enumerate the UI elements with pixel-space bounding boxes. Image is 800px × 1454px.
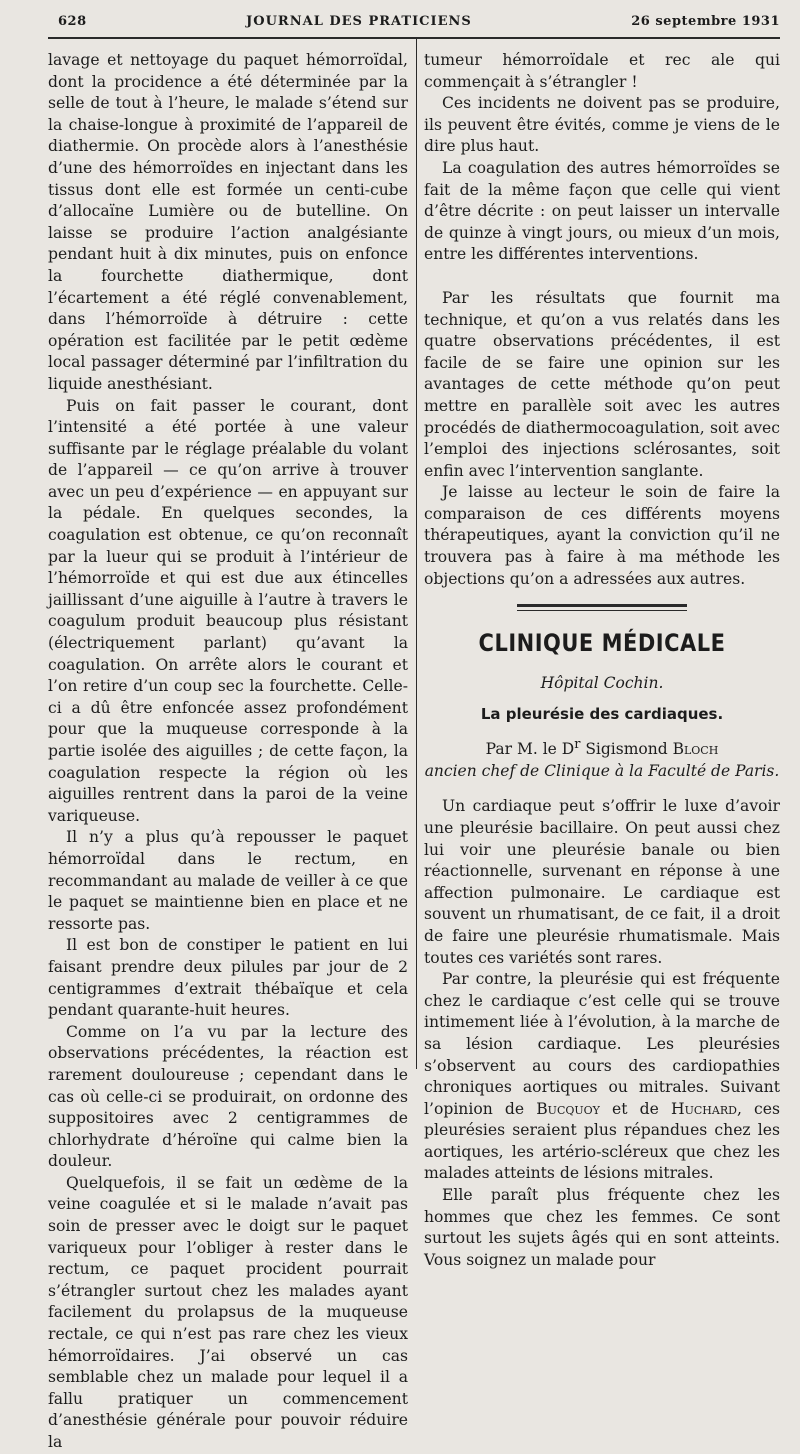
paragraph: Un cardiaque peut s’offrir le luxe d’avoir une pleurésie bacillaire. On peut aussi chez lui voir une pleurésie banale ou bien réactionnelle, survenant en réponse à une affection pulmonaire. Le cardiaque est souvent un rhumatisant, de ce fait, il a droit de faire une pleurésie rhumatismale. Mais toutes ces variétés sont rares.: [424, 797, 780, 967]
paragraph: Ces incidents ne doivent pas se produire, ils peuvent être évités, comme je viens de le dire plus haut.: [424, 94, 780, 156]
left-column: [48, 50, 408, 1454]
paragraph: Quelquefois, il se fait un œdème de la veine coagulée et si le malade n’avait pas soin de presser avec le doigt sur le paquet variqueux pour l’obliger à rester dans le rectum, ce paquet procident pourrait s’étrangler surtout chez les malades ayant facilement du prolapsus de la muqueuse rectale, ce qui n’est pas rare chez les vieux hémorroïdaires. J’ai observé un cas semblable chez un malade pour lequel il a fallu pratiquer un commencement d’anesthésie générale pour pouvoir réduire la: [48, 1173, 408, 1451]
paragraph: La coagulation des autres hémorroïdes se fait de la même façon que celle qui vient d’être décrite : on peut laisser un intervalle de quinze à vingt jours, ou mieux d’un mois, entre les différentes interventions.: [424, 158, 780, 264]
paragraph: Puis on fait passer le courant, dont l’intensité a été portée à une valeur suffisante par le réglage préalable du volant de l’appareil — ce qu’on arrive à trouver avec un peu d’expérience — en appuyant sur la pédale. En quelques secondes, la coagulation est obtenue, ce qu’on reconnaît par la lueur qui se produit à l’intérieur de l’hémorroïde et qui est due aux étincelles jaillissant d’une aiguille à l’autre à travers le coagulum produit beaucoup plus résistant (électriquement parlant) qu’avant la coagulation. On arrête alors le courant et l’on retire d’un coup sec la fourchette. Celle-ci a dû être enfoncée assez profondément pour que la muqueuse corresponde à la partie isolée des aiguilles ; de cette façon, la coagulation respecte la région où les aiguilles rentrent dans la paroi de la veine variqueuse.: [48, 396, 408, 825]
running-header: [58, 14, 780, 36]
text-run: et de: [599, 1099, 672, 1118]
paragraph: Il n’y a plus qu’à repousser le paquet hémorroïdal dans le rectum, en recommandant au malade de veiller à ce que le paquet se maintienne bien en place et ne ressorte pas.: [48, 828, 408, 933]
section-heading: CLINIQUE MÉDICALE: [478, 629, 726, 657]
byline-prefix: Par M. le D: [485, 740, 575, 759]
text-run: Par contre, la pleurésie qui est fréquente chez le cardiaque c’est celle qui se trouve intimement liée à l’évolution, à la marche de sa lésion cardiaque. Les pleurésies s’observent au cours des cardiopathies chroniques aortiques ou mitrales. Suivant l’opinion de: [424, 970, 780, 1118]
author-firstname: Sigismond: [585, 740, 668, 759]
paragraph: Comme on l’a vu par la lecture des observations précédentes, la réaction est rarement douloureuse ; cependant dans le cas où celle-ci se produirait, on ordonne des suppositoires avec 2 centigrammes de chlorhydrate d’héroïne qui calme bien la douleur.: [48, 1022, 408, 1171]
paragraph: tumeur hémorroïdale et rec ale qui commençait à s’étrangler !: [424, 51, 780, 91]
byline: [424, 734, 780, 761]
cited-name: Huchard: [671, 1099, 737, 1118]
paragraph: [424, 969, 780, 1185]
page-number: 628: [58, 14, 87, 29]
author-surname: Bloch: [672, 740, 719, 759]
right-column: [424, 50, 780, 1271]
issue-date: 26 septembre 1931: [631, 14, 780, 29]
header-rule: [48, 37, 780, 39]
paragraph: Il est bon de constiper le patient en lui faisant prendre deux pilules par jour de 2 centigrammes d’extrait thébaïque et cela pendant quarante-huit heures.: [48, 936, 408, 1020]
journal-title: JOURNAL DES PRATICIENS: [246, 14, 472, 29]
text-run: , ces pleurésies seraient plus répandues chez les aortiques, les artério-scléreux que chez les malades atteints de lésions mitrales.: [424, 1099, 780, 1183]
section-rule: [517, 604, 687, 611]
column-divider: [416, 39, 417, 1069]
paragraph: Par les résultats que fournit ma technique, et qu’on a vus relatés dans les quatre observations précédentes, il est facile de se faire une opinion sur les avantages de cette méthode qu’on peut mettre en parallèle soit avec les autres procédés de diathermocoagulation, soit avec l’emploi des injections sclérosantes, soit enfin avec l’intervention sanglante.: [424, 288, 780, 480]
spacer: [424, 266, 780, 288]
cited-name: Bucquoy: [536, 1099, 600, 1118]
article-title: La pleurésie des cardiaques.: [480, 705, 724, 724]
paragraph: Elle paraît plus fréquente chez les hommes que chez les femmes. Ce sont surtout les sujets âgés qui en sont atteints. Vous soignez un malade pour: [424, 1186, 780, 1269]
author-affiliation: ancien chef de Clinique à la Faculté de Paris.: [424, 761, 780, 780]
paragraph: Je laisse au lecteur le soin de faire la comparaison de ces différents moyens thérapeutiques, ayant la conviction qu’il ne trouvera pas à faire à ma méthode les objections qu’on a adressées aux autres.: [424, 483, 780, 588]
paragraph: lavage et nettoyage du paquet hémorroïdal, dont la procidence a été déterminée par la selle de tout à l’heure, le malade s’étend sur la chaise-longue à proximité de l’appareil de diathermie. On procède alors à l’anesthésie d’une des hémorroïdes en injectant dans les tissus dont elle est formée un centi-cube d’allocaïne Lumière ou de butelline. On laisse se produire l’action analgésiante pendant huit à dix minutes, puis on enfonce la fourchette diathermique, dont l’écartement a été réglé convenablement, dans l’hémorroïde à détruire : cette opération est facilitée par le petit œdème local passager déterminé par l’infiltration du liquide anesthésiant.: [48, 51, 408, 393]
hospital-name: Hôpital Cochin.: [540, 673, 664, 692]
byline-sup: r: [574, 737, 581, 753]
